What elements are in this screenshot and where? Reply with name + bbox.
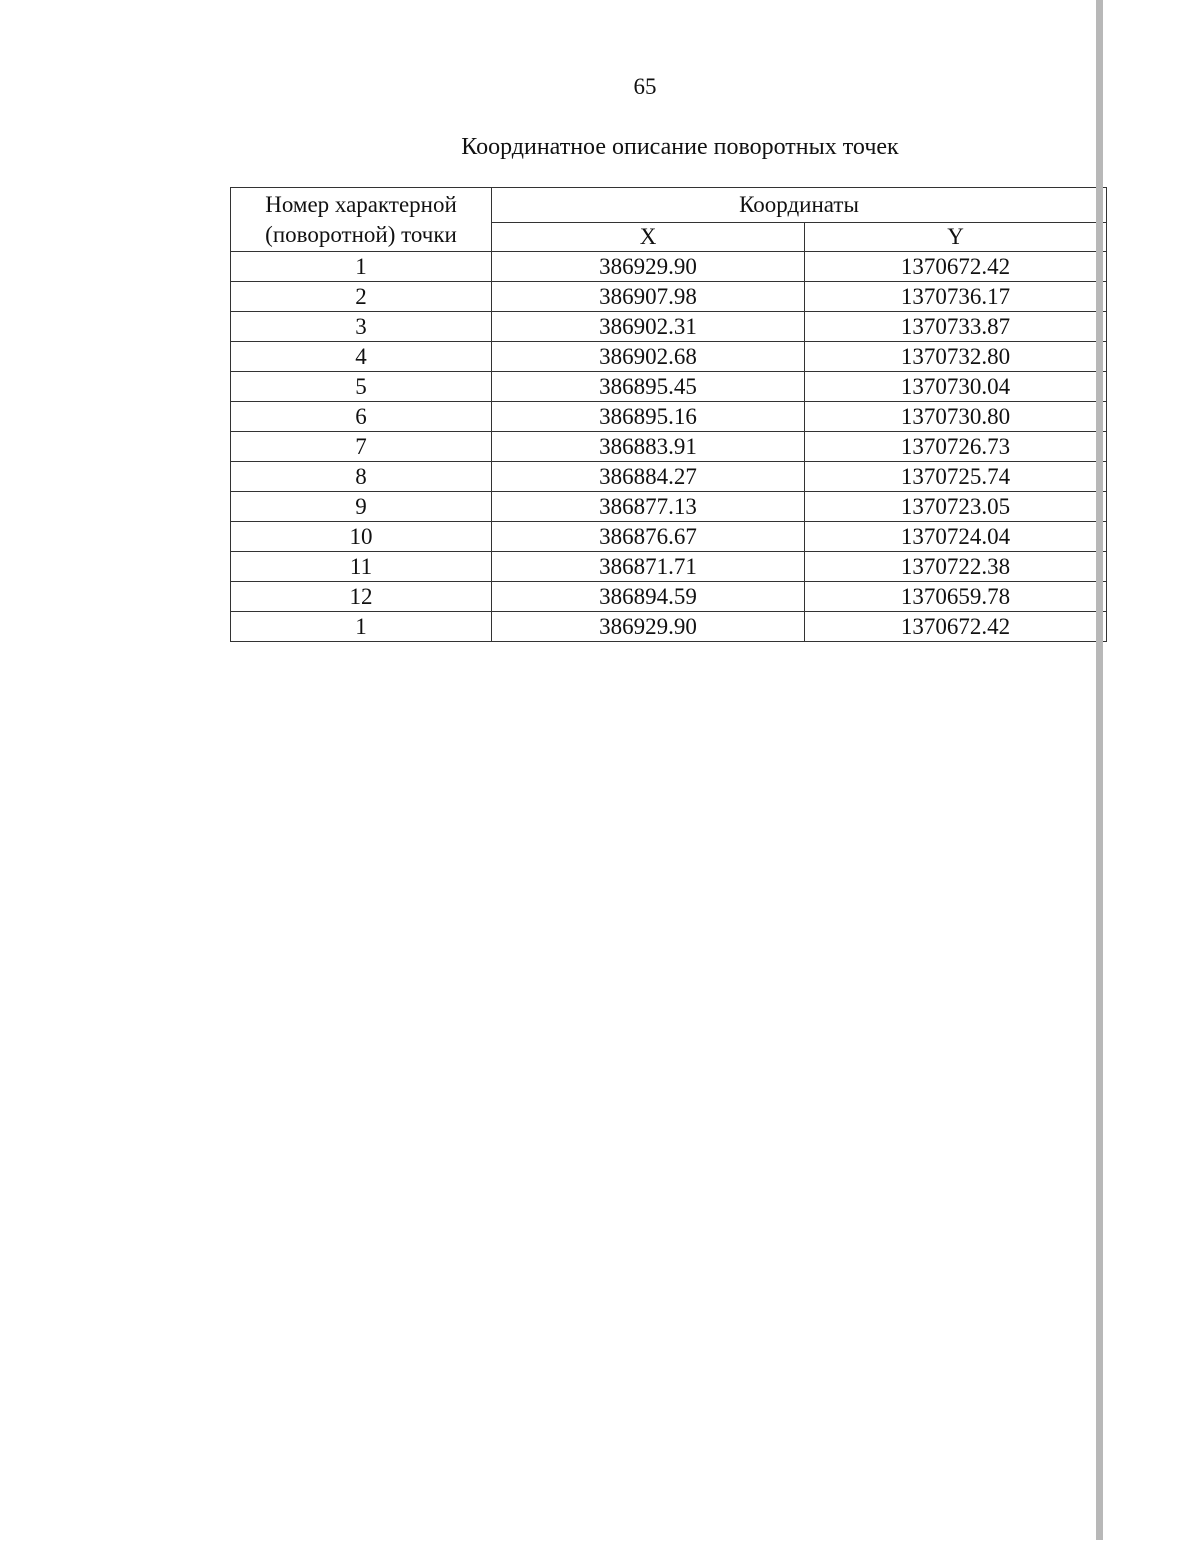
table-row: [231, 462, 1107, 492]
table-row: [231, 582, 1107, 612]
y-cell: 1370730.80: [805, 402, 1107, 432]
y-cell: 1370726.73: [805, 432, 1107, 462]
table-row: [231, 552, 1107, 582]
x-cell: 386883.91: [492, 432, 805, 462]
page-number: 65: [633, 74, 657, 99]
header-point-number: Номер характерной (поворотной) точки: [231, 188, 492, 252]
point-number-cell: 9: [231, 492, 492, 522]
table-row: [231, 372, 1107, 402]
table-row: [231, 522, 1107, 552]
coordinates-table: [230, 187, 1107, 642]
point-number-cell: 8: [231, 462, 492, 492]
x-cell: 386907.98: [492, 282, 805, 312]
x-cell: 386877.13: [492, 492, 805, 522]
table-row: [231, 282, 1107, 312]
point-number-cell: 1: [231, 612, 492, 642]
point-number-cell: 12: [231, 582, 492, 612]
y-cell: 1370672.42: [805, 252, 1107, 282]
point-number-cell: 6: [231, 402, 492, 432]
x-cell: 386929.90: [492, 252, 805, 282]
point-number-cell: 7: [231, 432, 492, 462]
point-number-cell: 1: [231, 252, 492, 282]
y-cell: 1370723.05: [805, 492, 1107, 522]
x-cell: 386871.71: [492, 552, 805, 582]
y-cell: 1370724.04: [805, 522, 1107, 552]
y-cell: 1370732.80: [805, 342, 1107, 372]
x-cell: 386895.45: [492, 372, 805, 402]
y-cell: 1370736.17: [805, 282, 1107, 312]
x-cell: 386902.31: [492, 312, 805, 342]
y-cell: 1370725.74: [805, 462, 1107, 492]
x-cell: 386884.27: [492, 462, 805, 492]
point-number-cell: 2: [231, 282, 492, 312]
x-cell: 386929.90: [492, 612, 805, 642]
scan-edge-bar: [1096, 0, 1103, 1540]
point-number-cell: 3: [231, 312, 492, 342]
point-number-cell: 11: [231, 552, 492, 582]
x-cell: 386902.68: [492, 342, 805, 372]
table-row: [231, 342, 1107, 372]
point-number-cell: 5: [231, 372, 492, 402]
table-row: [231, 612, 1107, 642]
table-row: [231, 312, 1107, 342]
y-cell: 1370722.38: [805, 552, 1107, 582]
page-title: Координатное описание поворотных точек: [461, 134, 899, 160]
y-cell: 1370659.78: [805, 582, 1107, 612]
table-row: [231, 432, 1107, 462]
y-cell: 1370672.42: [805, 612, 1107, 642]
table-row: [231, 402, 1107, 432]
y-cell: 1370730.04: [805, 372, 1107, 402]
point-number-cell: 10: [231, 522, 492, 552]
header-x: X: [492, 223, 805, 252]
x-cell: 386895.16: [492, 402, 805, 432]
x-cell: 386894.59: [492, 582, 805, 612]
table-row: [231, 252, 1107, 282]
point-number-cell: 4: [231, 342, 492, 372]
header-y: Y: [805, 223, 1107, 252]
y-cell: 1370733.87: [805, 312, 1107, 342]
table-row: [231, 492, 1107, 522]
x-cell: 386876.67: [492, 522, 805, 552]
header-coordinates: Координаты: [492, 188, 1107, 223]
